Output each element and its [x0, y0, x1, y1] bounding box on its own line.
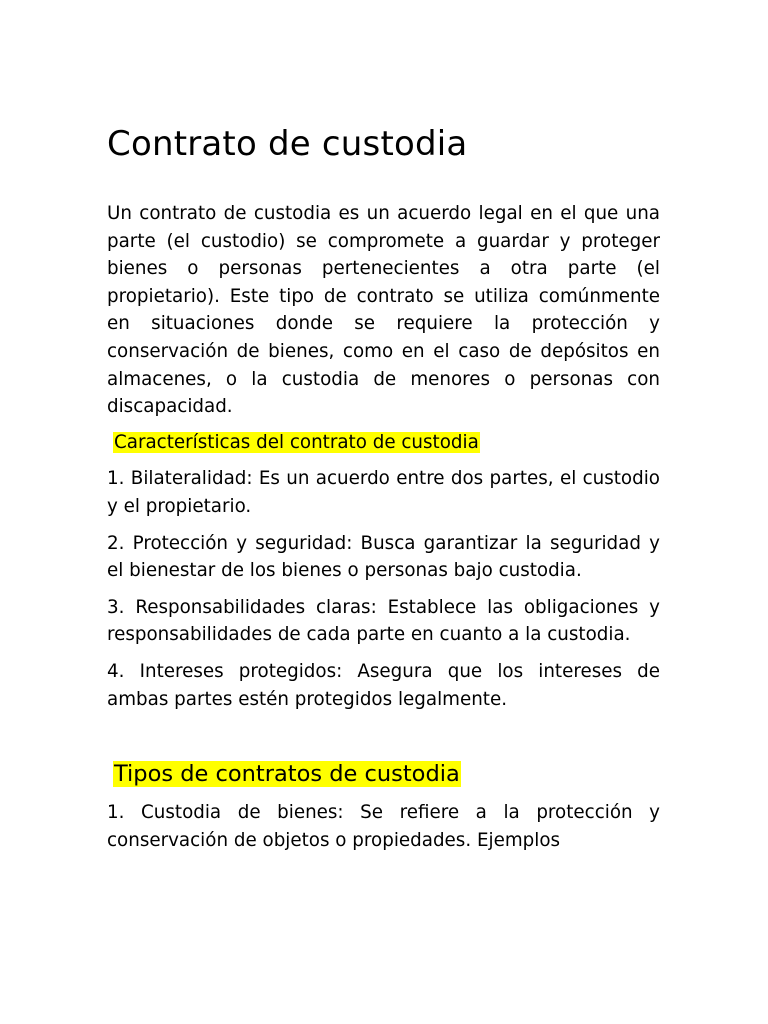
list-item: 1. Custodia de bienes: Se refiere a la protección y conservación de objetos o propiedades. Ejemplos — [107, 802, 660, 851]
page-title: Contrato de custodia — [107, 124, 468, 164]
list-item: 4. Intereses protegidos: Asegura que los intereses de ambas partes estén protegidos legalmente. — [107, 660, 660, 710]
highlighted-heading-text: Tipos de contratos de custodia — [114, 761, 460, 788]
highlighted-heading-text: Características del contrato de custodia — [114, 431, 479, 453]
intro-paragraph: Un contrato de custodia es un acuerdo legal en el que una parte (el custodio) se compromete a guardar y proteger bienes o personas pertenecientes a otra parte (el propietario). Este tipo de contrato se utiliza comúnmente en situaciones donde se requiere la protección y conservación de bienes, como en el caso de depósitos en almacenes, o la custodia de menores o personas con discapacidad. — [107, 203, 660, 418]
section-heading-caracteristicas — [107, 429, 660, 457]
list-item: 2. Protección y seguridad: Busca garantizar la seguridad y el bienestar de los bienes o personas bajo custodia. — [107, 532, 660, 582]
document-body — [107, 200, 660, 863]
list-item: 1. Bilateralidad: Es un acuerdo entre dos partes, el custodio y el propietario. — [107, 468, 660, 517]
section-heading-tipos — [107, 759, 660, 789]
list-item: 3. Responsabilidades claras: Establece las obligaciones y responsabilidades de cada parte en cuanto a la custodia. — [107, 596, 660, 646]
